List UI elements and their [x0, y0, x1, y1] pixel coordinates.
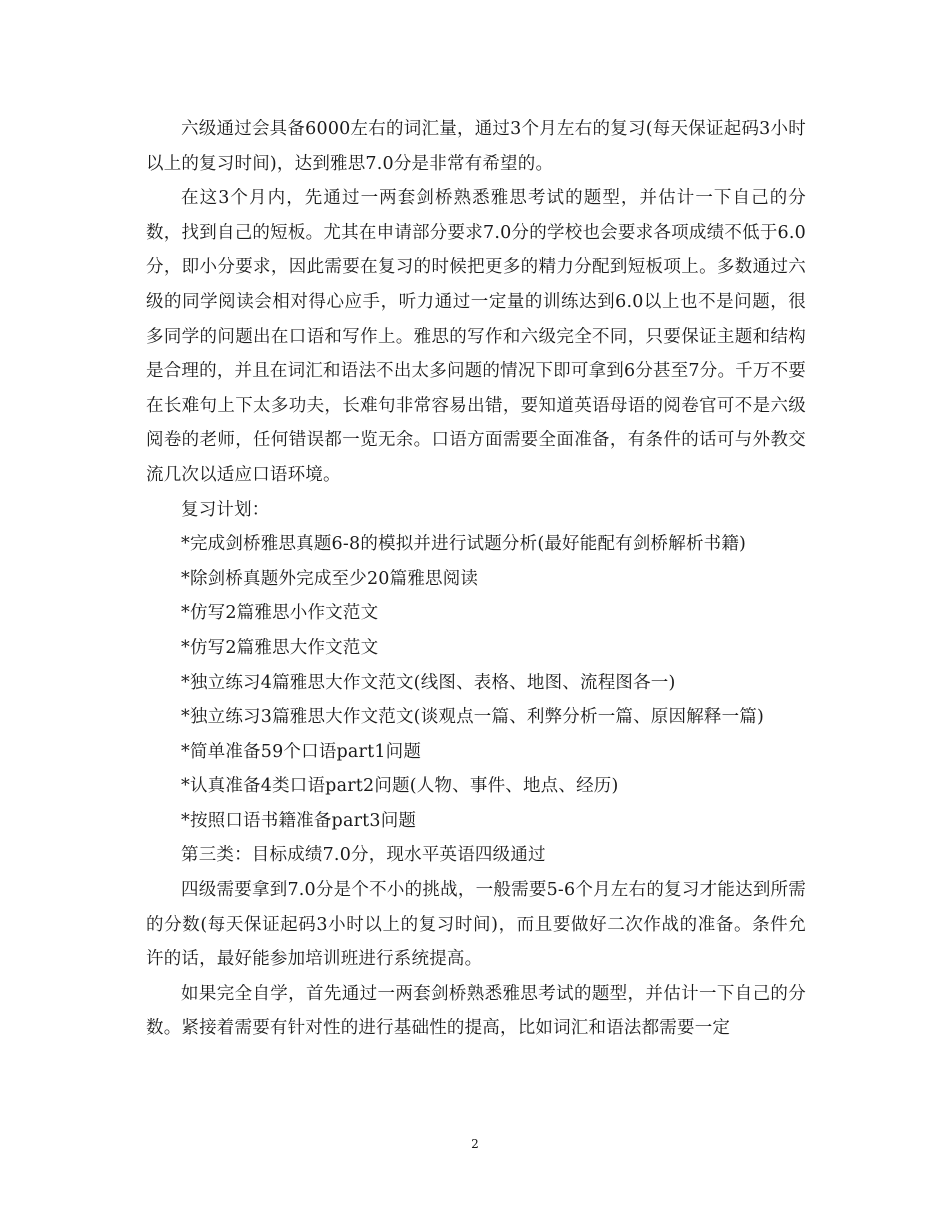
plan-item: *简单准备59个口语part1问题 [181, 741, 422, 762]
paragraph-section3-intro: 四级需要拿到7.0分是个不小的挑战，一般需要5-6个月左右的复习才能达到所需的分数(每天保证起码3小时以上的复习时间)，而且要做好二次作战的准备。条件允许的话，最好能参加培训班进行系统提高。 [146, 880, 806, 970]
paragraph-strategy: 在这3个月内，先通过一两套剑桥熟悉雅思考试的题型，并估计一下自己的分数，找到自己的短板。尤其在申请部分要求7.0分的学校也会要求各项成绩不低于6.0分，即小分要求，因此需要在复习的时候把更多的精力分配到短板项上。多数通过六级的同学阅读会相对得心应手，听力通过一定量的训练达到6.0以上也不是问题，很多同学的问题出在口语和写作上。雅思的写作和六级完全不同，只要保证主题和结构是合理的，并且在词汇和语法不出太多问题的情况下即可拿到6分甚至7分。千万不要在长难句上下太多功夫，长难句非常容易出错，要知道英语母语的阅卷官可不是六级阅卷的老师，任何错误都一览无余。口语方面需要全面准备，有条件的话可与外教交流几次以适应口语环境。 [146, 188, 806, 485]
document-body [146, 112, 806, 1046]
plan-item: *仿写2篇雅思小作文范文 [181, 603, 379, 624]
plan-heading: 复习计划： [181, 499, 270, 520]
plan-item: *独立练习4篇雅思大作文范文(线图、表格、地图、流程图各一) [181, 672, 676, 693]
plan-item: *仿写2篇雅思大作文范文 [181, 637, 379, 658]
plan-item: *除剑桥真题外完成至少20篇雅思阅读 [181, 568, 479, 589]
section-heading: 第三类：目标成绩7.0分，现水平英语四级通过 [181, 845, 546, 866]
plan-item: *完成剑桥雅思真题6-8的模拟并进行试题分析(最好能配有剑桥解析书籍) [181, 534, 747, 555]
plan-item: *独立练习3篇雅思大作文范文(谈观点一篇、利弊分析一篇、原因解释一篇) [181, 707, 765, 728]
paragraph-intro: 六级通过会具备6000左右的词汇量，通过3个月左右的复习(每天保证起码3小时以上的复习时间)，达到雅思7.0分是非常有希望的。 [146, 119, 806, 174]
plan-item: *认真准备4类口语part2问题(人物、事件、地点、经历) [181, 776, 619, 797]
plan-item: *按照口语书籍准备part3问题 [181, 810, 417, 831]
page-number: 2 [471, 1137, 479, 1151]
paragraph-section3-selfstudy: 如果完全自学，首先通过一两套剑桥熟悉雅思考试的题型，并估计一下自己的分数。紧接着需要有针对性的进行基础性的提高，比如词汇和语法都需要一定 [146, 983, 806, 1039]
